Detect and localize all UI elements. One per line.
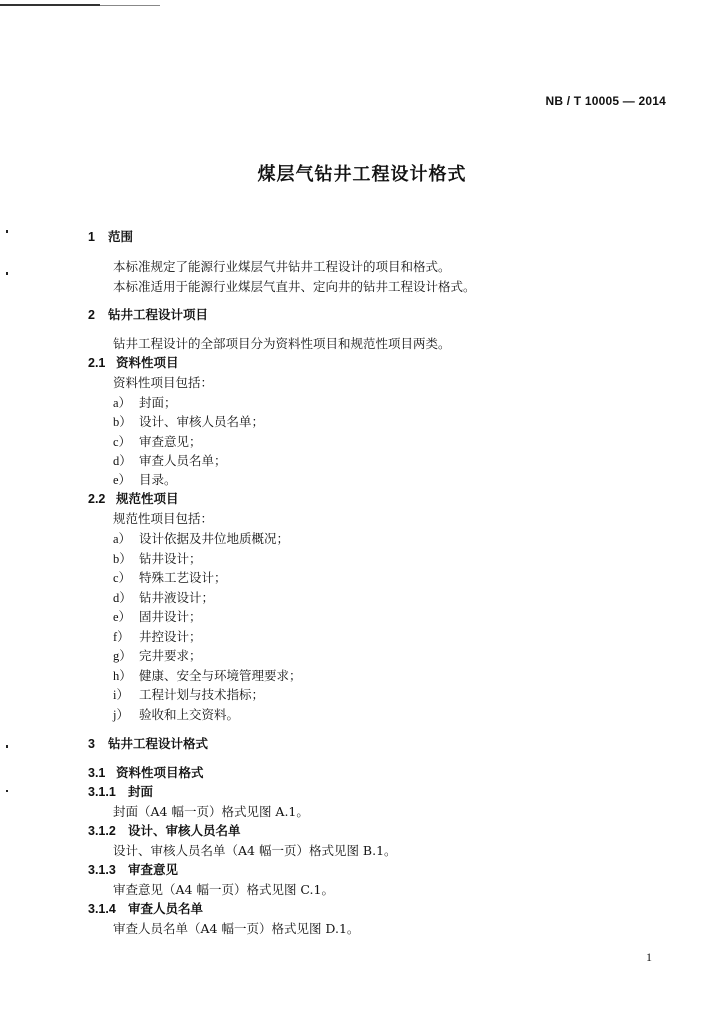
list-item (113, 707, 239, 723)
paragraph: 本标准规定了能源行业煤层气井钻井工程设计的项目和格式。 (113, 259, 451, 274)
list-text: 目录。 (139, 472, 177, 487)
list-text: 工程计划与技术指标； (139, 687, 265, 702)
list-label: a） (113, 532, 132, 546)
subsection-title: 资料性项目格式 (116, 765, 204, 780)
section-number: 1 (88, 230, 95, 244)
list-text: 验收和上交资料。 (139, 707, 240, 722)
subsection-number: 3.1.4 (88, 902, 116, 916)
scan-speck (6, 272, 8, 275)
subsection-heading (88, 355, 179, 371)
scan-speck (6, 790, 8, 792)
subsection-number: 2.2 (88, 492, 106, 506)
section-heading (88, 736, 208, 752)
section-number: 2 (88, 308, 95, 322)
scan-artifact-line (100, 5, 160, 6)
list-item (113, 551, 202, 567)
list-text: 审查意见； (139, 434, 202, 449)
list-label: i） (113, 688, 129, 702)
list-item (113, 570, 227, 586)
subsection-number: 3.1.2 (88, 824, 116, 838)
list-label: c） (113, 571, 132, 585)
subsection-number: 3.1.3 (88, 863, 116, 877)
list-item (113, 453, 227, 469)
list-text: 健康、安全与环境管理要求； (139, 668, 302, 683)
subsection-heading (88, 491, 179, 507)
subsection-title: 资料性项目 (116, 355, 179, 370)
list-item (113, 648, 202, 664)
subsection-title: 规范性项目 (116, 491, 179, 506)
subsection-title: 封面 (128, 784, 154, 799)
list-label: d） (113, 591, 132, 605)
list-text: 特殊工艺设计； (139, 570, 227, 585)
subsection-heading (88, 823, 241, 839)
list-item (113, 590, 214, 606)
list-text: 完井要求； (139, 648, 202, 663)
list-label: h） (113, 669, 132, 683)
subsection-heading (88, 862, 178, 878)
scan-speck (6, 230, 8, 233)
list-label: e） (113, 473, 132, 487)
list-item (113, 609, 202, 625)
subsection-number: 2.1 (88, 356, 106, 370)
subsection-number: 3.1 (88, 766, 106, 780)
list-label: d） (113, 454, 132, 468)
document-title: 煤层气钻井工程设计格式 (257, 164, 467, 185)
list-label: f） (113, 630, 130, 644)
list-item (113, 687, 264, 703)
list-item (113, 531, 289, 547)
list-item (113, 629, 202, 645)
list-label: j） (113, 708, 129, 722)
list-text: 设计依据及井位地质概况； (139, 531, 290, 546)
list-label: c） (113, 435, 132, 449)
paragraph: 设计、审核人员名单（A4 幅一页）格式见图 B.1。 (113, 843, 397, 858)
list-item (113, 472, 177, 488)
paragraph: 审查意见（A4 幅一页）格式见图 C.1。 (113, 882, 334, 897)
list-label: g） (113, 649, 132, 663)
section-title: 钻井工程设计格式 (108, 736, 209, 751)
list-label: a） (113, 396, 132, 410)
section-heading (88, 229, 133, 245)
paragraph: 资料性项目包括： (113, 375, 214, 390)
list-label: b） (113, 552, 132, 566)
subsection-title: 设计、审核人员名单 (128, 823, 241, 838)
section-title: 范围 (108, 229, 134, 244)
subsection-heading (88, 765, 204, 781)
list-item (113, 668, 302, 684)
list-text: 井控设计； (139, 629, 202, 644)
list-text: 固井设计； (139, 609, 202, 624)
subsection-number: 3.1.1 (88, 785, 116, 799)
subsection-heading (88, 784, 153, 800)
subsection-title: 审查意见 (128, 862, 179, 877)
paragraph: 规范性项目包括： (113, 511, 214, 526)
list-text: 钻井液设计； (139, 590, 215, 605)
list-item (113, 395, 177, 411)
list-label: e） (113, 610, 132, 624)
list-item (113, 434, 202, 450)
paragraph: 审查人员名单（A4 幅一页）格式见图 D.1。 (113, 921, 360, 936)
page-number: 1 (646, 950, 652, 964)
section-heading (88, 307, 208, 323)
subsection-title: 审查人员名单 (128, 901, 204, 916)
paragraph: 本标准适用于能源行业煤层气直井、定向井的钻井工程设计格式。 (113, 279, 476, 294)
scan-speck (6, 745, 8, 748)
list-text: 封面； (139, 395, 177, 410)
scan-artifact-line (0, 4, 100, 6)
list-text: 审查人员名单； (139, 453, 227, 468)
paragraph: 钻井工程设计的全部项目分为资料性项目和规范性项目两类。 (113, 336, 451, 351)
list-text: 设计、审核人员名单； (139, 414, 265, 429)
paragraph: 封面（A4 幅一页）格式见图 A.1。 (113, 804, 309, 819)
subsection-heading (88, 901, 203, 917)
list-label: b） (113, 415, 132, 429)
standard-code: NB / T 10005 — 2014 (545, 94, 666, 108)
list-item (113, 414, 264, 430)
list-text: 钻井设计； (139, 551, 202, 566)
section-title: 钻井工程设计项目 (108, 307, 209, 322)
section-number: 3 (88, 737, 95, 751)
